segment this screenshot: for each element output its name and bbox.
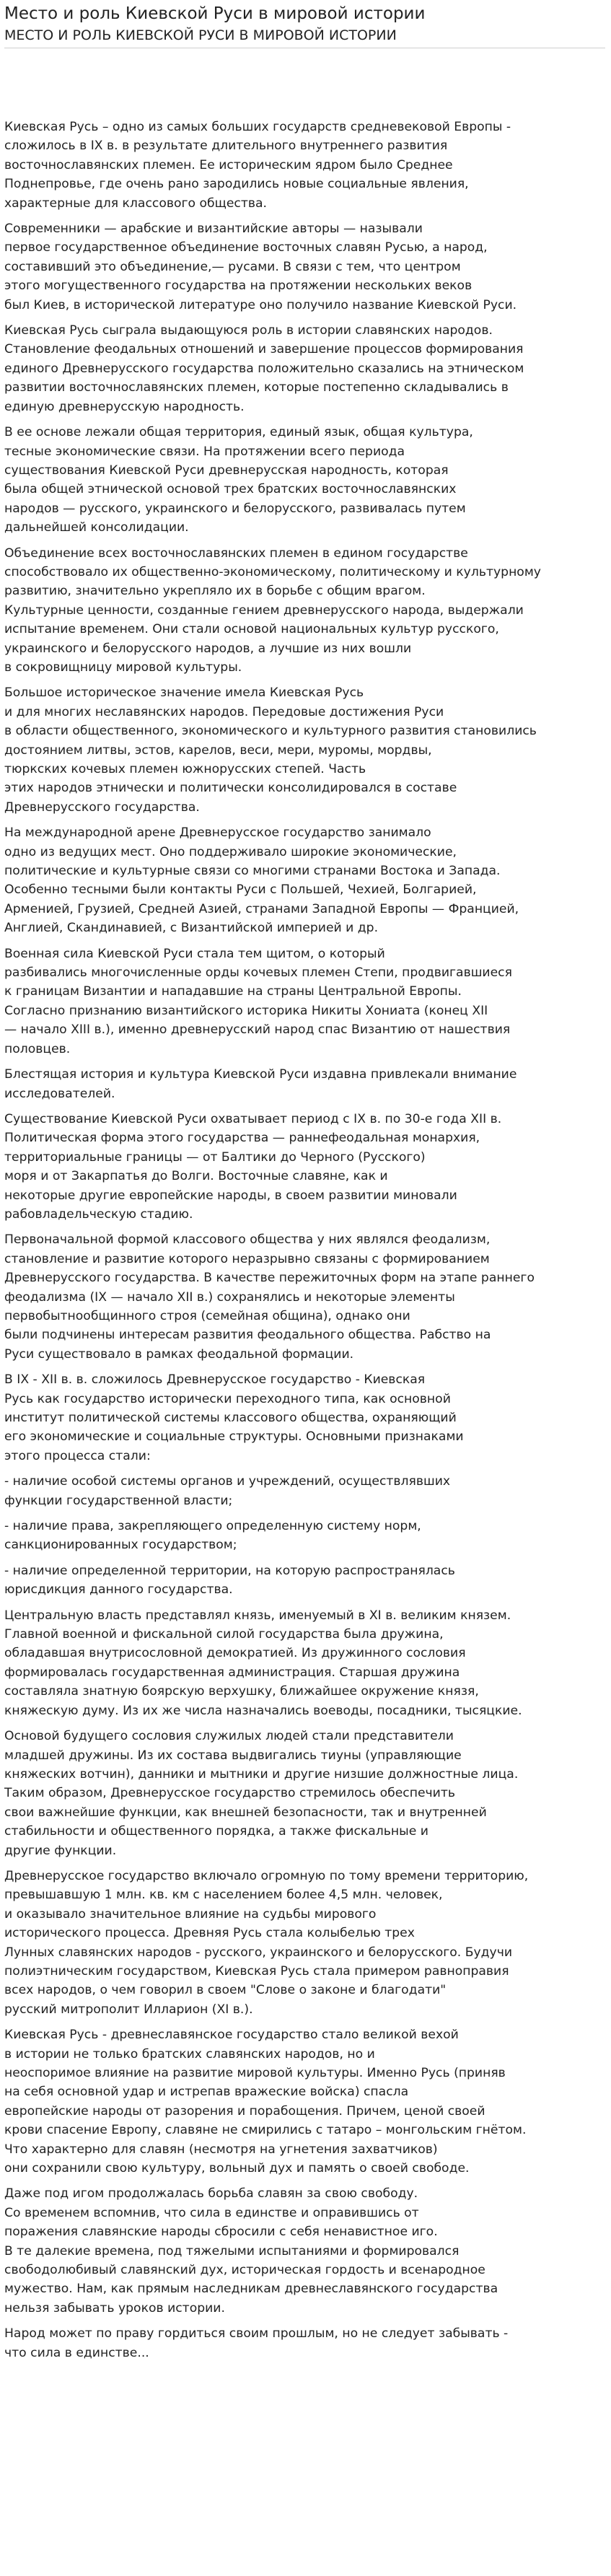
paragraph: В ее основе лежали общая территория, единый язык, общая культура, тесные экономические связи. На протяжении всего периода существования Киевской Руси древнерусская народность, которая была общей этнической основой трех братских восточнославянских народов — русского, украинского и белорусского, развивалась путем дальнейшей консолидации. <box>4 425 473 535</box>
list-item: - наличие определенной территории, на которую распространялась юрисдикция данного государства. <box>4 1563 455 1598</box>
paragraph: Народ может по праву гордиться своим прошлым, но не следует забывать - что сила в единстве... <box>4 2326 509 2360</box>
paragraph: Киевская Русь - древнеславянское государство стало великой вехой в истории не только братских славянских народов, но и неоспоримое влияние на развитие мировой культуры. Именно Русь (приняв на себя основной удар и истрепав вражеские войска) спасла европейские народы от разорения и порабощения. Причем, ценой своей крови спасение Европу, славяне не смирились с татаро – монгольским гнётом. Что характерно для славян (несмотря на угнетения захватчиков) они сохранили свою культуру, вольный дух и память о своей свободе. <box>4 2028 527 2176</box>
paragraph: Центральную власть представлял князь, именуемый в XI в. великим князем. Главной военной и фискальной силой государства была дружина, обладавшая внутрисословной демократией. Из дружинного сословия формировалась государственная администрация. Старшая дружина составляла знатную боярскую верхушку, ближайшее окружение князя, княжескую думу. Из их же числа назначались воеводы, посадники, тысяцкие. <box>4 1608 522 1718</box>
list-item: - наличие особой системы органов и учреждений, осуществлявших функции государственной власти; <box>4 1474 451 1508</box>
paragraph: Даже под игом продолжалась борьба славян за свою свободу. Со временем вспомнив, что сила в единстве и оправившись от поражения славянские народы сбросили с себя ненавистное иго. В те далекие времена, под тяжелыми испытаниями и формировался свободолюбивый славянский дух, историческая гордость и всенародное мужество. Нам, как прямым наследникам древнеславянского государства нельзя забывать уроков истории. <box>4 2186 498 2316</box>
page-title: Место и роль Киевской Руси в мировой истории <box>4 4 426 23</box>
paragraph: На международной арене Древнерусское государство занимало одно из ведущих мест. Оно поддерживало широкие экономические, политические и культурные связи со многими странами Востока и Запада. Особенно тесными были контакты Руси с Польшей, Чехией, Болгарией, Арменией, Грузией, Средней Азией, странами Западной Европы — Францией, Англией, Скандинавией, с Византийской империей и др. <box>4 825 519 936</box>
paragraph: Военная сила Киевской Руси стала тем щитом, о который разбивались многочисленные орды кочевых племен Степи, продвигавшиеся к границам Византии и нападавшие на страны Центральной Европы. Согласно признанию византийского историка Никиты Хониата (конец XII — начало XIII в.), именно древнерусский народ спас Византию от нашествия половцев. <box>4 946 512 1056</box>
paragraph: Объединение всех восточнославянских племен в едином государстве способствовало их общественно-экономическому, политическому и культурному развитию, значительно укрепляло их в борьбе с общим врагом. Культурные ценности, созданные гением древнерусского народа, выдержали испытание временем. Они стали основой национальных культур русского, украинского и белорусского народов, а лучшие из них вошли в сокровищницу мировой культуры. <box>4 546 541 675</box>
paragraph: Большое историческое значение имела Киевская Русь и для многих неславянских народов. Передовые достижения Руси в области общественного, экономического и культурного развития становились достоянием литвы, эстов, карелов, веси, мери, муромы, мордвы, тюркских кочевых племен южнорусских степей. Часть этих народов этнически и политически консолидировался в составе Древнерусского государства. <box>4 685 537 815</box>
list-item: - наличие права, закрепляющего определенную систему норм, санкционированных государством; <box>4 1519 421 1553</box>
paragraph: Древнерусское государство включало огромную по тому времени территорию, превышавшую 1 млн. кв. км с населением более 4,5 млн. человек, и оказывало значительное влияние на судьбы мирового исторического процесса. Древняя Русь стала колыбелью трех Лунных славянских народов - русского, украинского и белорусского. Будучи полиэтническим государством, Киевская Русь стала примером равноправия всех народов, о чем говорил в своем "Слове о законе и благодати" русский митрополит Илларион (XI в.). <box>4 1868 529 2017</box>
paragraph: Блестящая история и культура Киевской Руси издавна привлекали внимание исследователей. <box>4 1067 517 1101</box>
page-subtitle: МЕСТО И РОЛЬ КИЕВСКОЙ РУСИ В МИРОВОЙ ИСТОРИИ <box>4 26 605 48</box>
paragraph: Современники — арабские и византийские авторы — называли первое государственное объединение восточных славян Русью, а народ, составивший это объединение,— русами. В связи с тем, что центром этого могущественного государства на протяжении нескольких веков был Киев, в исторической литературе оно получило название Киевской Руси. <box>4 222 517 312</box>
paragraph: Киевская Русь – одно из самых больших государств средневековой Европы - сложилось в IX в. в результате длительного внутреннего развития восточнославянских племен. Ее историческим ядром было Среднее Поднепровье, где очень рано зародились новые социальные явления, характерные для классового общества. <box>4 120 511 211</box>
paragraph: Киевская Русь сыграла выдающуюся роль в истории славянских народов. Становление феодальных отношений и завершение процессов формирования единого Древнерусского государства положительно сказались на этническом развитии восточнославянских племен, которые постепенно складывались в единую древнерусскую народность. <box>4 323 524 414</box>
article-body <box>4 118 605 2362</box>
paragraph: В IX - XII в. в. сложилось Древнерусское государство - Киевская Русь как государство исторически переходного типа, как основной институт политической системы классового общества, охраняющий его экономические и социальные структуры. Основными признаками этого процесса стали: <box>4 1372 464 1463</box>
paragraph: Первоначальной формой классового общества у них являлся феодализм, становление и развитие которого неразрывно связаны с формированием Древнерусского государства. В качестве пережиточных форм на этапе раннего феодализма (IX — начало XII в.) сохранялись и некоторые элементы первобытнообщинного строя (семейная община), однако они были подчинены интересам развития феодального общества. Рабство на Руси существовало в рамках феодальной формации. <box>4 1232 535 1362</box>
paragraph: Основой будущего сословия служилых людей стали представители младшей дружины. Из их состава выдвигались тиуны (управляющие княжеских вотчин), данники и мытники и другие низшие должностные лица. Таким образом, Древнерусское государство стремилось обеспечить свои важнейшие функции, как внешней безопасности, так и внутренней стабильности и общественного порядка, а также фискальные и другие функции. <box>4 1729 519 1858</box>
paragraph: Существование Киевской Руси охватывает период с IX в. по 30-е года XII в. Политическая форма этого государства — раннефеодальная монархия, территориальные границы — от Балтики до Черного (Русского) моря и от Закарпатья до Волги. Восточные славяне, как и некоторые другие европейские народы, в своем развитии миновали рабовладельческую стадию. <box>4 1111 502 1222</box>
